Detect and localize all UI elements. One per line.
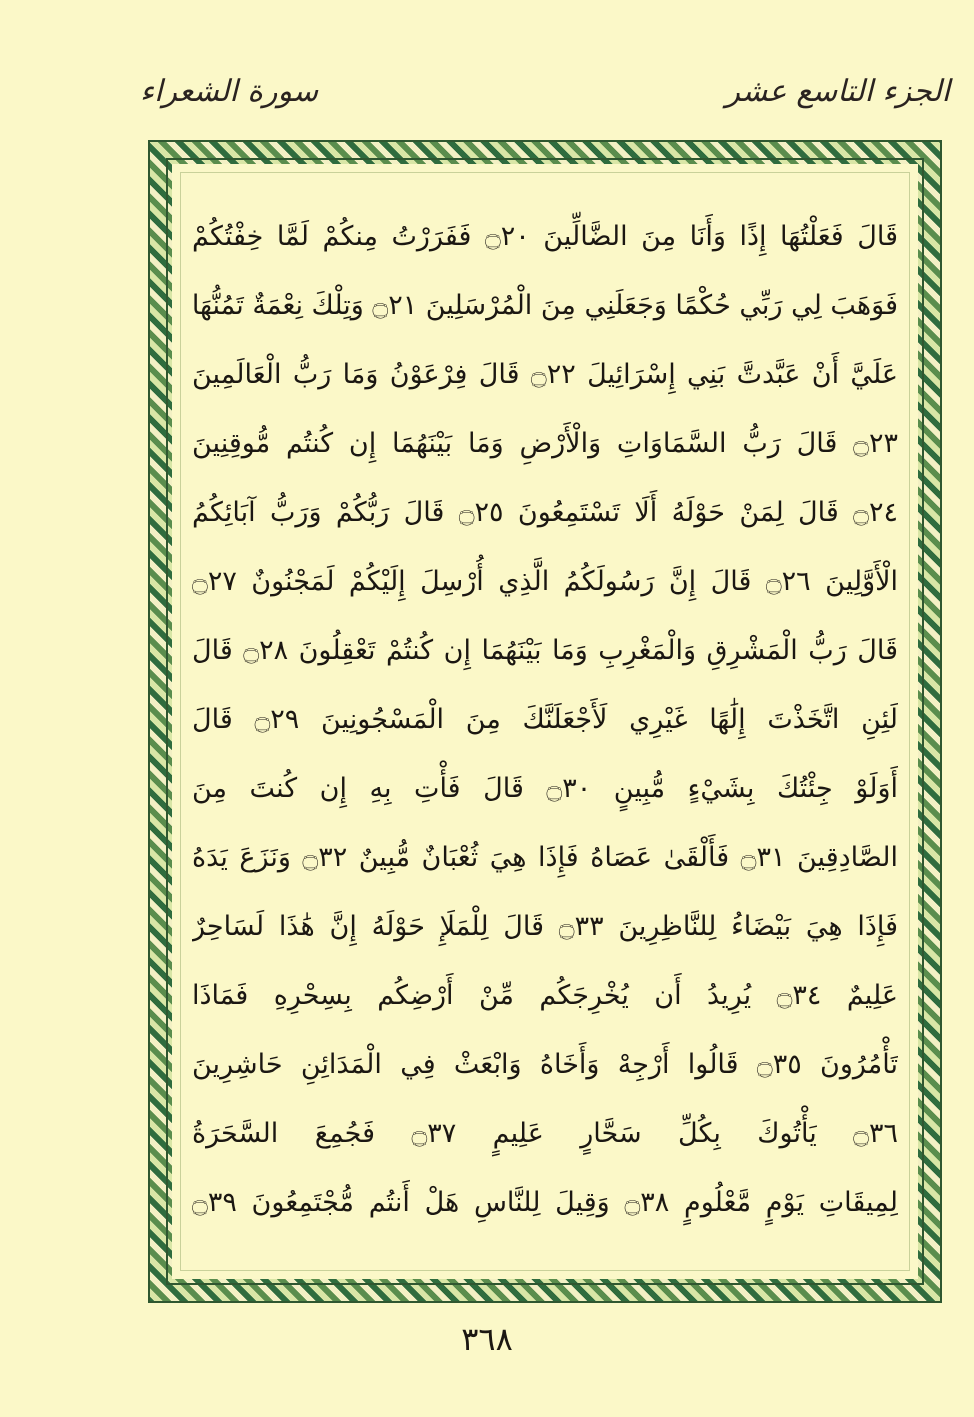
surah-title: سورة الشعراء bbox=[140, 74, 319, 109]
page-header bbox=[140, 70, 950, 120]
verse-block bbox=[192, 202, 898, 1237]
verse-line: قَالَ فَعَلْتُهَا إِذًا وَأَنَا مِنَ الضَّالِّينَ ۝٢٠ فَفَرَرْتُ مِنكُمْ لَمَّا خِفْتُكُمْ bbox=[192, 221, 898, 252]
verse-line: قَالَ رَبُّ الْمَشْرِقِ وَالْمَغْرِبِ وَمَا بَيْنَهُمَا إِن كُنتُمْ تَعْقِلُونَ ۝٢٨ قَالَ bbox=[192, 635, 898, 666]
ornamental-frame bbox=[148, 140, 942, 1303]
verse-line: فَوَهَبَ لِي رَبِّي حُكْمًا وَجَعَلَنِي مِنَ الْمُرْسَلِينَ ۝٢١ وَتِلْكَ نِعْمَةٌ تَمُنُّهَا bbox=[192, 290, 898, 321]
verse-line: ۝٢٤ قَالَ لِمَنْ حَوْلَهُ أَلَا تَسْتَمِعُونَ ۝٢٥ قَالَ رَبُّكُمْ وَرَبُّ آبَائِكُمُ bbox=[192, 497, 898, 528]
page-number: ٣٦٨ bbox=[461, 1320, 513, 1358]
verse-line: عَلَيَّ أَنْ عَبَّدتَّ بَنِي إِسْرَائِيلَ ۝٢٢ قَالَ فِرْعَوْنُ وَمَا رَبُّ الْعَالَمِينَ bbox=[192, 359, 898, 390]
juz-title: الجزء التاسع عشر bbox=[725, 74, 950, 109]
verse-line: تَأْمُرُونَ ۝٣٥ قَالُوا أَرْجِهْ وَأَخَاهُ وَابْعَثْ فِي الْمَدَائِنِ حَاشِرِينَ bbox=[192, 1049, 898, 1080]
verse-line: لَئِنِ اتَّخَذْتَ إِلَٰهًا غَيْرِي لَأَجْعَلَنَّكَ مِنَ الْمَسْجُونِينَ ۝٢٩ قَالَ bbox=[192, 704, 898, 735]
verse-line: ۝٣٦ يَأْتُوكَ بِكُلِّ سَحَّارٍ عَلِيمٍ ۝٣٧ فَجُمِعَ السَّحَرَةُ bbox=[192, 1118, 898, 1149]
verse-line: لِمِيقَاتِ يَوْمٍ مَّعْلُومٍ ۝٣٨ وَقِيلَ لِلنَّاسِ هَلْ أَنتُم مُّجْتَمِعُونَ ۝٣٩ bbox=[192, 1187, 898, 1218]
verse-line: الصَّادِقِينَ ۝٣١ فَأَلْقَىٰ عَصَاهُ فَإِذَا هِيَ ثُعْبَانٌ مُّبِينٌ ۝٣٢ وَنَزَعَ يَدَهُ bbox=[192, 842, 898, 873]
verse-line: الْأَوَّلِينَ ۝٢٦ قَالَ إِنَّ رَسُولَكُمُ الَّذِي أُرْسِلَ إِلَيْكُمْ لَمَجْنُونٌ ۝٢٧ bbox=[192, 566, 898, 597]
verse-line: عَلِيمٌ ۝٣٤ يُرِيدُ أَن يُخْرِجَكُم مِّنْ أَرْضِكُم بِسِحْرِهِ فَمَاذَا bbox=[192, 980, 898, 1011]
verse-line: ۝٢٣ قَالَ رَبُّ السَّمَاوَاتِ وَالْأَرْضِ وَمَا بَيْنَهُمَا إِن كُنتُم مُّوقِنِينَ bbox=[192, 428, 898, 459]
verse-line: أَوَلَوْ جِئْتُكَ بِشَيْءٍ مُّبِينٍ ۝٣٠ قَالَ فَأْتِ بِهِ إِن كُنتَ مِنَ bbox=[192, 773, 898, 804]
verse-line: فَإِذَا هِيَ بَيْضَاءُ لِلنَّاظِرِينَ ۝٣٣ قَالَ لِلْمَلَإِ حَوْلَهُ إِنَّ هَٰذَا لَسَاحِرٌ bbox=[192, 911, 898, 942]
